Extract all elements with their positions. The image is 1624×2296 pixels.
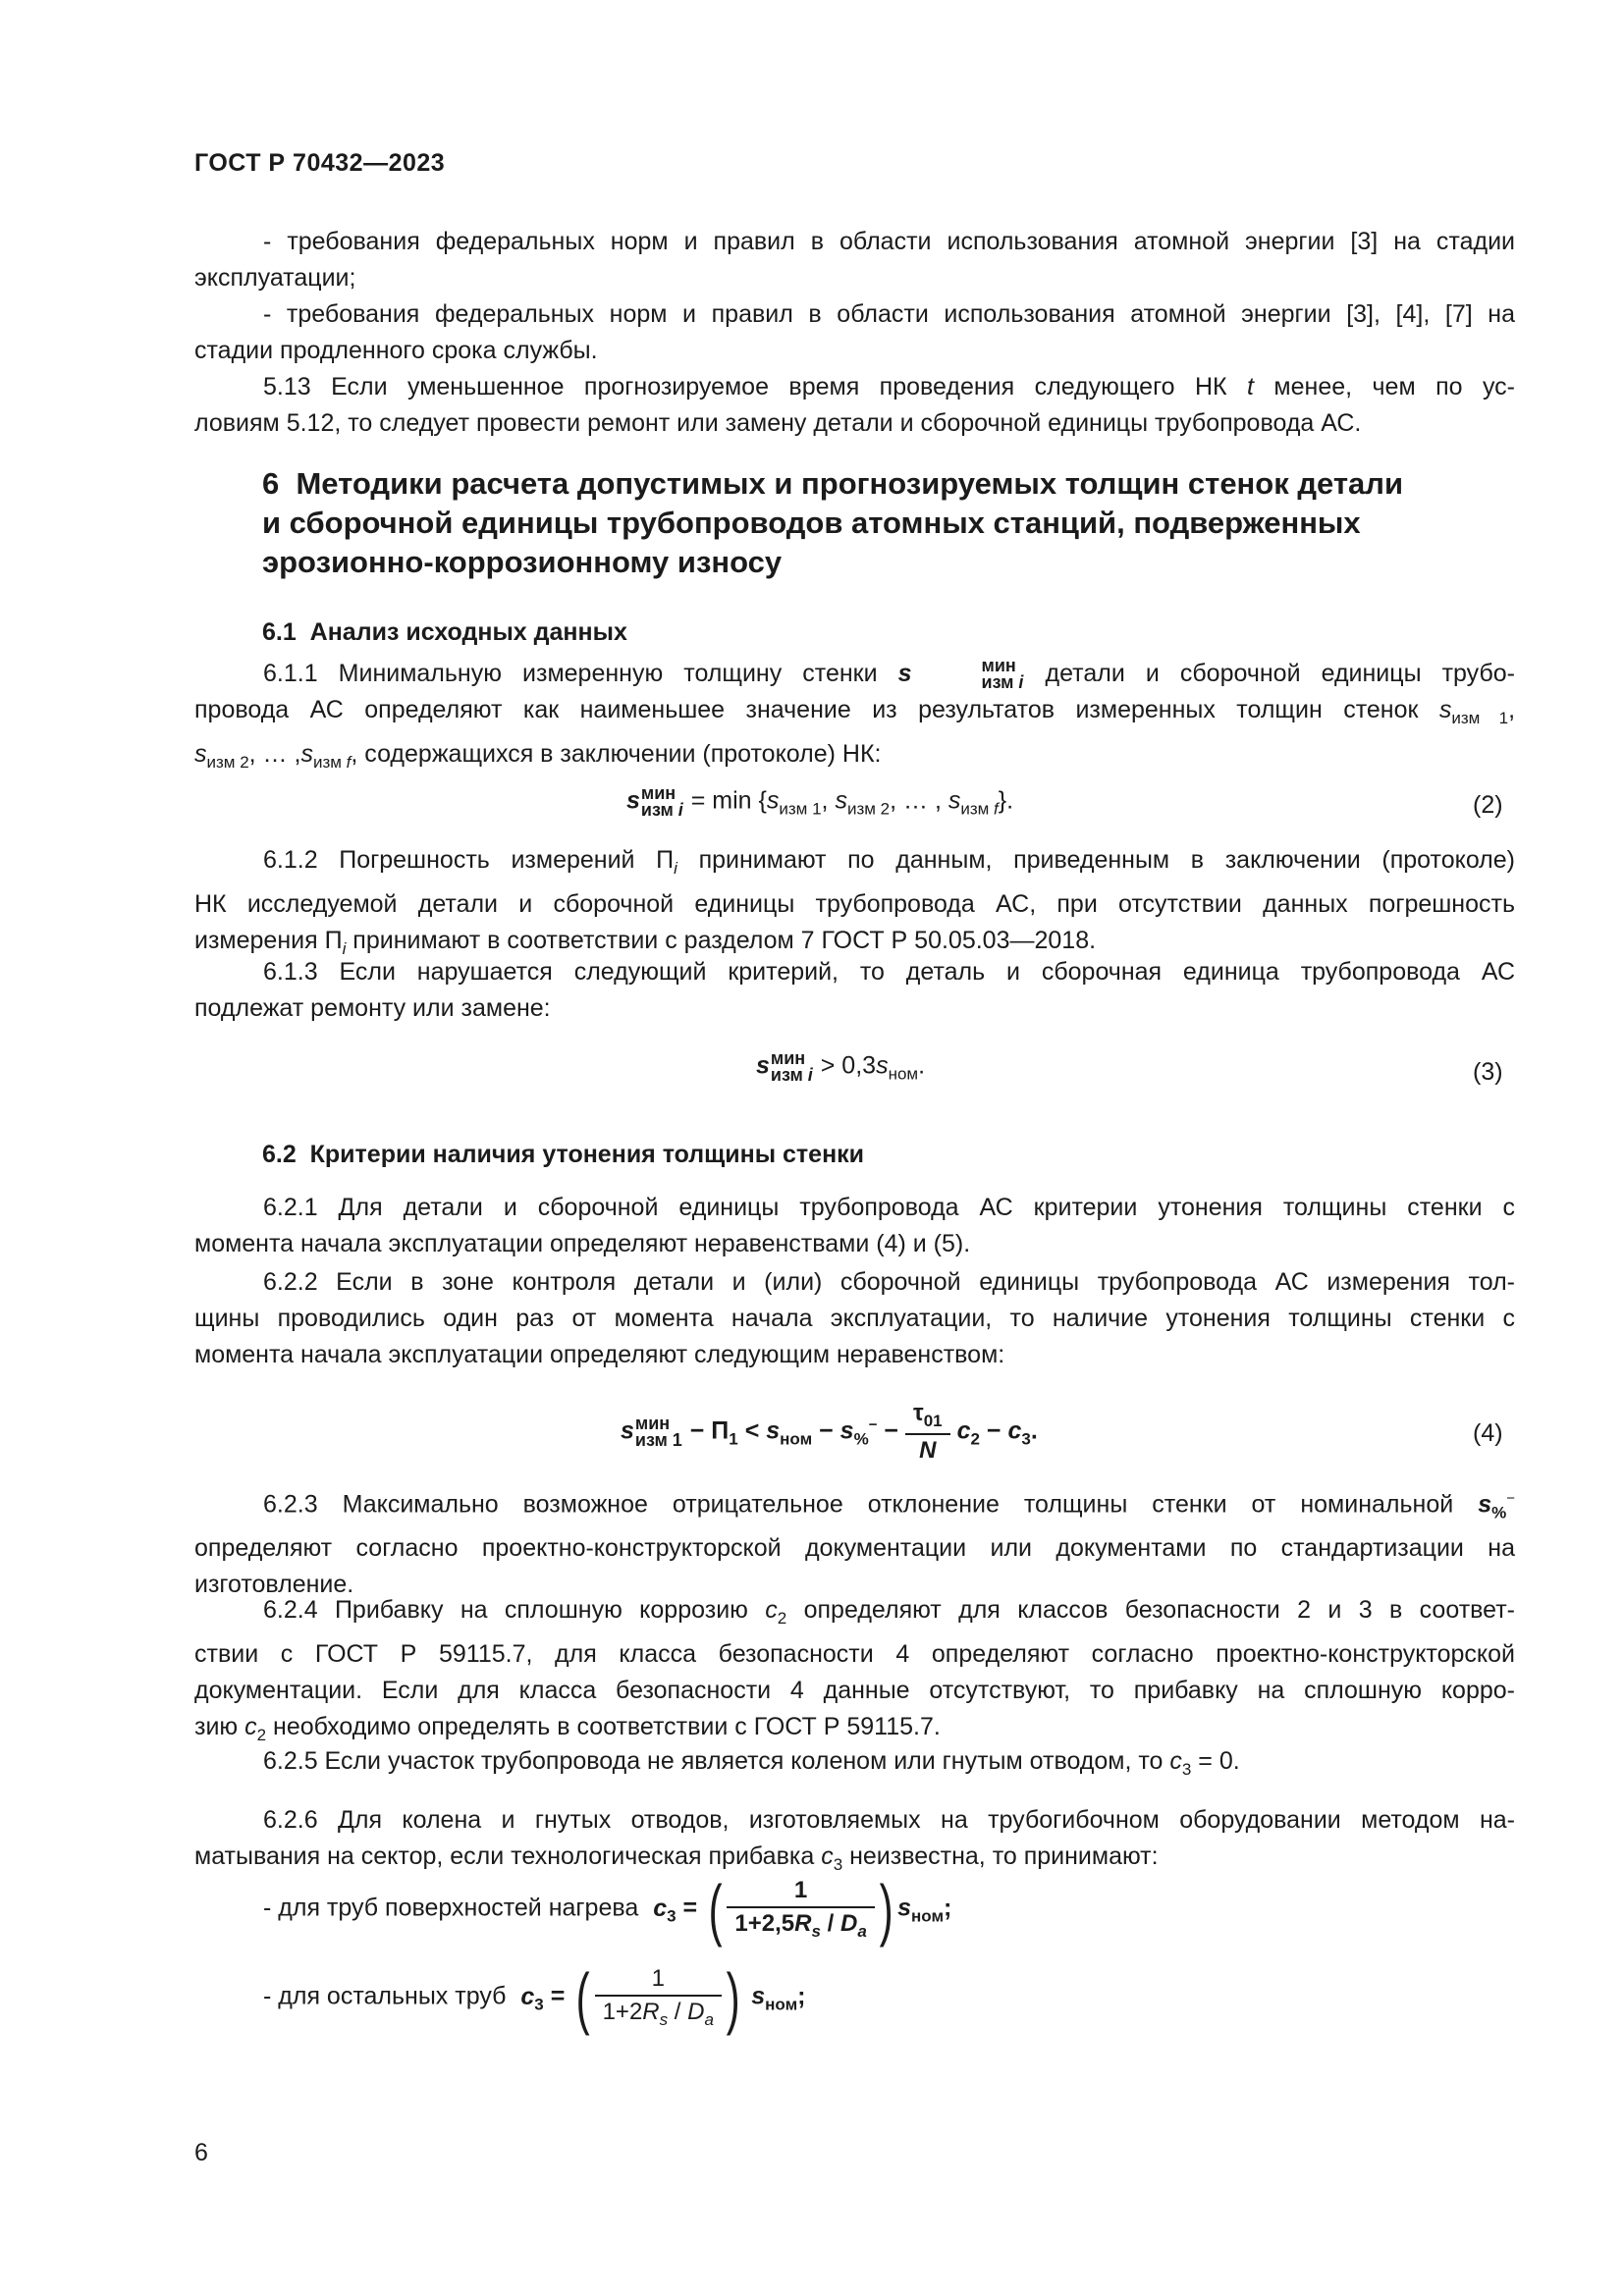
- section-6-heading: 6 Методики расчета допустимых и прогнозируемых толщин стенок детали и сборочной единицы трубопроводов атомных станций, подверженных эрозионно-коррозионному износу: [262, 466, 1404, 579]
- paragraph-6-2-2: 6.2.2 Если в зоне контроля детали и (или) сборочной единицы трубопровода АС измерения тол- щины проводились один раз от момента начала эксплуатации, то наличие утонения толщины стенки с момента начала эксплуатации определяют следующим неравенством:: [194, 1268, 1515, 1368]
- equation-2-number: (2): [1473, 791, 1503, 819]
- paragraph-6-2-1: 6.2.1 Для детали и сборочной единицы трубопровода АС критерии утонения толщины стенки с момента начала эксплуатации определяют неравенствами (4) и (5).: [194, 1194, 1515, 1257]
- section-6-1-heading: 6.1 Анализ исходных данных: [262, 618, 627, 646]
- equation-2: s мин изм i = $\min \{s_{изм 1}$, $s_{изм 2}$, … , $s_{изм f}$}.: [626, 783, 1014, 821]
- equation-4: s мин изм 1 − $П_1 < s_{ном} - s_{\%}^-$ − $\frac{\tau_{01}}{N}$ $c_2 - c_3$.: [621, 1400, 1038, 1464]
- paragraph-6-1-3: 6.1.3 Если нарушается следующий критерий, то деталь и сборочная единица трубопровода АС подлежат ремонту или замене:: [194, 958, 1515, 1022]
- paragraph-6-2-5: 6.2.5 Если участок трубопровода не является коленом или гнутым отводом, то $c_3 = 0$.: [263, 1747, 1240, 1779]
- formula-heating-surface-pipes: - для труб поверхностей нагрева $c_3$ = ( $\frac{1}{1+2,5R_s / D_a}$ ) $s_{ном}$;: [263, 1871, 952, 1948]
- intro-bullet-1: - требования федеральных норм и правил в области использования атомной энергии [3] на стадии эксплуатации;: [194, 228, 1515, 292]
- section-6-2-heading: 6.2 Критерии наличия утонения толщины стенки: [262, 1141, 865, 1168]
- equation-4-number: (4): [1473, 1419, 1503, 1447]
- paragraph-5-13: 5.13 Если уменьшенное прогнозируемое время проведения следующего НК t менее, чем по ус- ловиям 5.12, то следует провести ремонт или замену детали и сборочной единицы трубопровода АС.: [194, 373, 1515, 437]
- equation-3: s мин изм i > $0,3s_{ном}$.: [756, 1048, 926, 1086]
- formula-1-label: - для труб поверхностей нагрева: [263, 1894, 639, 1922]
- paragraph-6-1-2: 6.1.2 Погрешность измерений $П_i$ принимают по данным, приведенным в заключении (протоколе) НК исследуемой детали и сборочной единицы трубопровода АС, при отсутствии данных погрешность измерения $П_i$ принимают в соответствии с разделом 7 ГОСТ Р 50.05.03—2018.: [194, 846, 1515, 958]
- equation-3-number: (3): [1473, 1058, 1503, 1086]
- formula-2-label: - для остальных труб: [263, 1982, 507, 2010]
- intro-bullet-2: - требования федеральных норм и правил в области использования атомной энергии [3], [4], [7] на стадии продленного срока службы.: [194, 300, 1515, 364]
- paragraph-6-1-1: 6.1.1 Минимальную измеренную толщину стенки s мин изм i детали и сборочной единицы трубо- провода АС определяют как наименьшее значение из результатов измеренных толщин стенок $s_{изм 1}$, $s_{изм 2}$, … $,s_{изм f}$, содержащихся в заключении (протоколе) НК:: [194, 656, 1516, 772]
- page-number: 6: [194, 2139, 208, 2166]
- standard-header: ГОСТ Р 70432—2023: [194, 149, 446, 177]
- formula-other-pipes: - для остальных труб $c_3$ = ( $\frac{1}{1+2R_s / D_a}$ ) $s_{ном}$;: [263, 1959, 806, 2036]
- paragraph-6-2-6: 6.2.6 Для колена и гнутых отводов, изготовляемых на трубогибочном оборудовании методом на- матывания на сектор, если технологическая прибавка $c_3$ неизвестна, то принимают:: [194, 1806, 1515, 1874]
- paragraph-6-2-4: 6.2.4 Прибавку на сплошную коррозию $c_2$ определяют для классов безопасности 2 и 3 в соответ- ствии с ГОСТ Р 59115.7, для класса безопасности 4 определяют согласно проектно-конструкторской документации. Если для класса безопасности 4 данные отсутствуют, то прибавку на сплошную корро- зию $c_2$ необходимо определять в соответствии с ГОСТ Р 59115.7.: [194, 1596, 1515, 1744]
- paragraph-6-2-3: 6.2.3 Максимально возможное отрицательное отклонение толщины стенки от номинальной $s_{\%}^-$ определяют согласно проектно-конструкторской документации или документами по стандартизации на изготовление.: [194, 1490, 1515, 1599]
